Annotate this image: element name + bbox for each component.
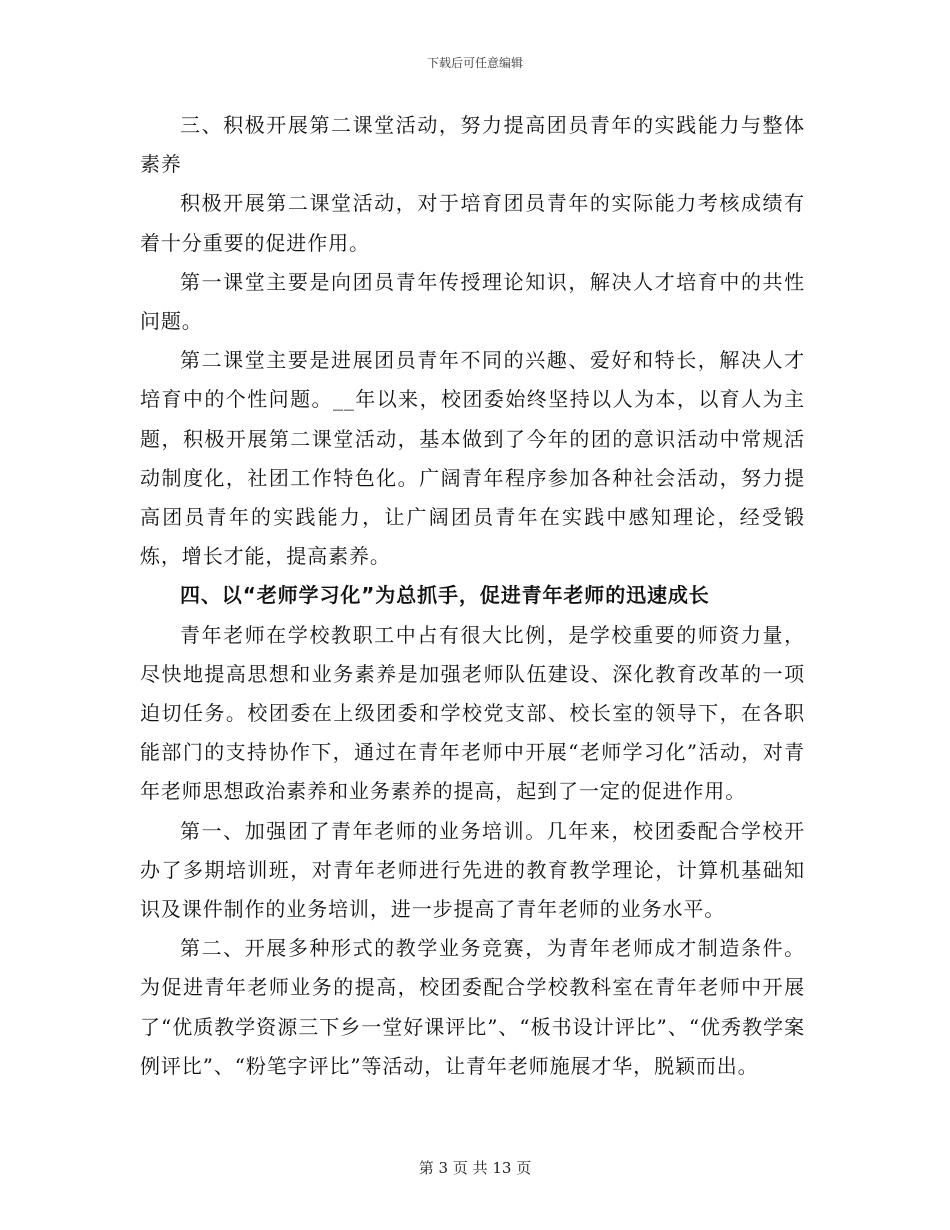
- document-body: [140, 106, 805, 1086]
- section-heading-four: 四、以“老师学习化”为总抓手，促进青年老师的迅速成长: [180, 583, 710, 608]
- page-header-note: 下载后可任意编辑: [426, 56, 523, 70]
- page-number-footer: 第 3 页 共 13 页: [418, 1159, 532, 1177]
- body-paragraph: 第一课堂主要是向团员青年传授理论知识，解决人才培育中的共性问题。: [140, 269, 805, 334]
- section-heading-three: 三、积极开展第二课堂活动，努力提高团员青年的实践能力与整体素养: [140, 113, 805, 177]
- body-paragraph: 第一、加强团了青年老师的业务培训。几年来，校团委配合学校开办了多期培训班，对青年老师进行先进的教育教学理论，计算机基础知识及课件制作的业务培训，进一步提高了青年老师的业务水平。: [140, 818, 805, 922]
- body-paragraph: 第二课堂主要是进展团员青年不同的兴趣、爱好和特长，解决人才培育中的个性问题。__年以来，校团委始终坚持以人为本，以育人为主题，积极开展第二课堂活动，基本做到了今年的团的意识活动中常规活动制度化，社团工作特色化。广阔青年程序参加各种社会活动，努力提高团员青年的实践能力，让广阔团员青年在实践中感知理论，经受锻炼，增长才能，提高素养。: [140, 348, 805, 569]
- body-paragraph: 第二、开展多种形式的教学业务竞赛，为青年老师成才制造条件。为促进青年老师业务的提高，校团委配合学校教科室在青年老师中开展了“优质教学资源三下乡一堂好课评比”、“板书设计评比”、“优秀教学案例评比”、“粉笔字评比”等活动，让青年老师施展才华，脱颖而出。: [140, 936, 805, 1078]
- body-paragraph: 积极开展第二课堂活动，对于培育团员青年的实际能力考核成绩有着十分重要的促进作用。: [140, 191, 805, 255]
- body-paragraph: 青年老师在学校教职工中占有很大比例，是学校重要的师资力量，尽快地提高思想和业务素养是加强老师队伍建设、深化教育改革的一项迫切任务。校团委在上级团委和学校党支部、校长室的领导下，在各职能部门的支持协作下，通过在青年老师中开展“老师学习化”活动，对青年老师思想政治素养和业务素养的提高，起到了一定的促进作用。: [140, 622, 805, 804]
